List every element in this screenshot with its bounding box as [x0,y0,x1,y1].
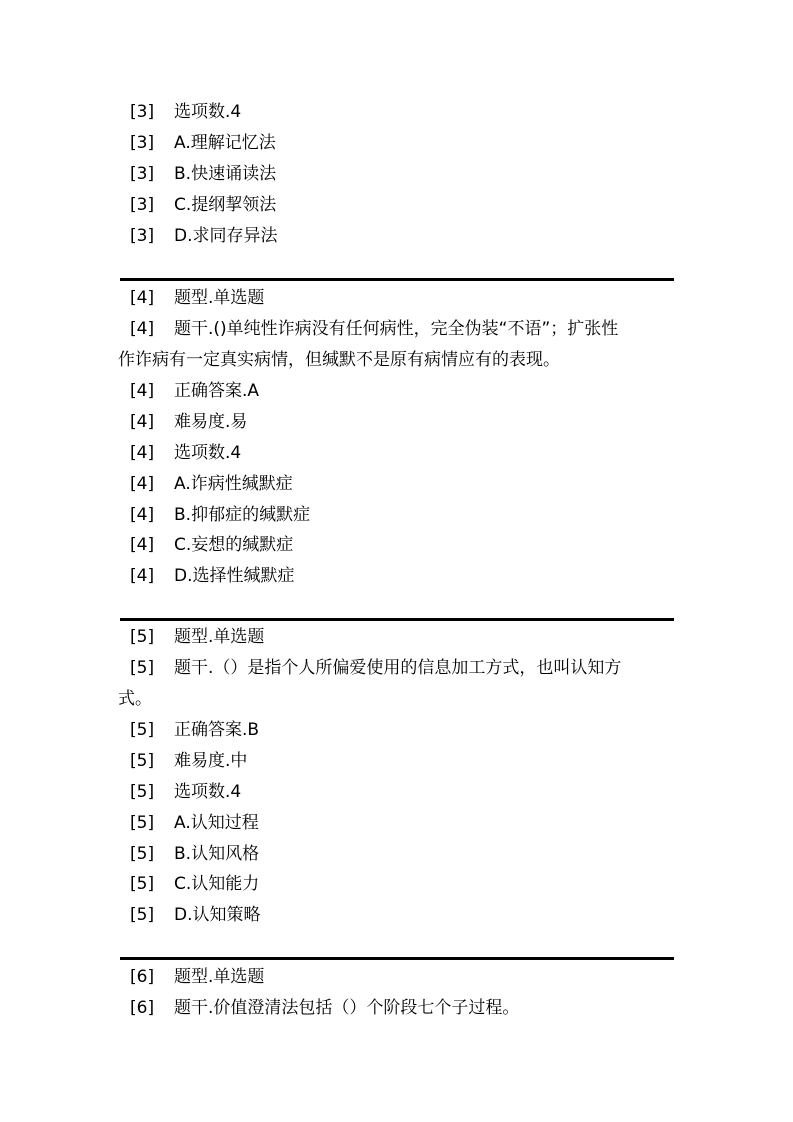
question-5-type [130,625,264,649]
question-number: [4] [130,412,155,432]
line-text: A.诈病性缄默症 [174,474,293,494]
question-number: [6] [130,998,155,1018]
line-text: 选项数.4 [174,443,242,463]
question-3-option-count [130,100,241,124]
line-text: A.认知过程 [174,813,259,833]
question-4-option-count [130,441,241,465]
question-4-stem-continuation: 作诈病有一定真实病情，但缄默不是原有病情应有的表现。 [118,350,560,370]
question-4-answer [130,379,259,403]
question-5-difficulty [130,749,247,773]
question-number: [5] [130,720,155,740]
question-number: [3] [130,102,155,122]
line-text: 选项数.4 [174,782,242,802]
question-5-option-count [130,780,241,804]
question-number: [3] [130,164,155,184]
line-text: 题型.单选题 [174,627,265,647]
question-number: [5] [130,844,155,864]
line-text: D.求同存异法 [174,226,278,246]
question-number: [4] [130,288,155,308]
question-4-type [130,286,264,310]
line-text: 正确答案.A [174,381,260,401]
question-5-option-d [130,903,261,927]
question-number: [3] [130,195,155,215]
question-4-option-a [130,472,293,496]
question-4-stem [130,317,618,341]
question-5-option-b [130,842,259,866]
line-text: 题型.单选题 [174,967,265,987]
line-text: 题干.()单纯性诈病没有任何病性，完全伪装“不语”；扩张性 [174,319,619,339]
question-divider [120,278,674,281]
question-number: [3] [130,133,155,153]
line-text: D.选择性缄默症 [174,566,295,586]
question-5-stem-continuation: 式。 [118,689,152,709]
question-number: [4] [130,505,155,525]
question-number: [4] [130,474,155,494]
line-text: 正确答案.B [174,720,260,740]
line-text: 选项数.4 [174,102,242,122]
question-4-option-c [130,533,293,557]
question-number: [4] [130,319,155,339]
line-text: D.认知策略 [174,905,261,925]
question-number: [5] [130,813,155,833]
question-3-option-a [130,131,276,155]
question-4-option-d [130,564,295,588]
question-5-stem [130,656,621,680]
line-text: 题干.（）是指个人所偏爱使用的信息加工方式，也叫认知方 [174,658,622,678]
question-number: [5] [130,782,155,802]
question-number: [4] [130,381,155,401]
question-number: [4] [130,566,155,586]
question-6-stem [130,996,519,1020]
line-text: 题干.价值澄清法包括（）个阶段七个子过程。 [174,998,520,1018]
question-number: [5] [130,905,155,925]
question-number: [6] [130,967,155,987]
question-number: [4] [130,535,155,555]
question-divider [120,957,674,960]
question-divider [120,618,674,621]
question-5-option-c [130,872,259,896]
question-number: [4] [130,443,155,463]
question-number: [3] [130,226,155,246]
question-number: [5] [130,751,155,771]
question-3-option-d [130,224,278,248]
line-text: B.抑郁症的缄默症 [174,505,311,525]
question-number: [5] [130,658,155,678]
line-text: 题型.单选题 [174,288,265,308]
line-text: 难易度.中 [174,751,248,771]
line-text: A.理解记忆法 [174,133,276,153]
line-text: C.妄想的缄默症 [174,535,294,555]
question-3-option-b [130,162,276,186]
question-4-difficulty [130,410,247,434]
line-text: C.提纲挈领法 [174,195,277,215]
question-5-option-a [130,811,259,835]
question-6-type [130,965,264,989]
question-4-option-b [130,503,310,527]
question-number: [5] [130,627,155,647]
question-3-option-c [130,193,276,217]
line-text: C.认知能力 [174,874,260,894]
question-5-answer [130,718,259,742]
line-text: B.快速诵读法 [174,164,277,184]
line-text: 难易度.易 [174,412,248,432]
question-number: [5] [130,874,155,894]
line-text: B.认知风格 [174,844,260,864]
